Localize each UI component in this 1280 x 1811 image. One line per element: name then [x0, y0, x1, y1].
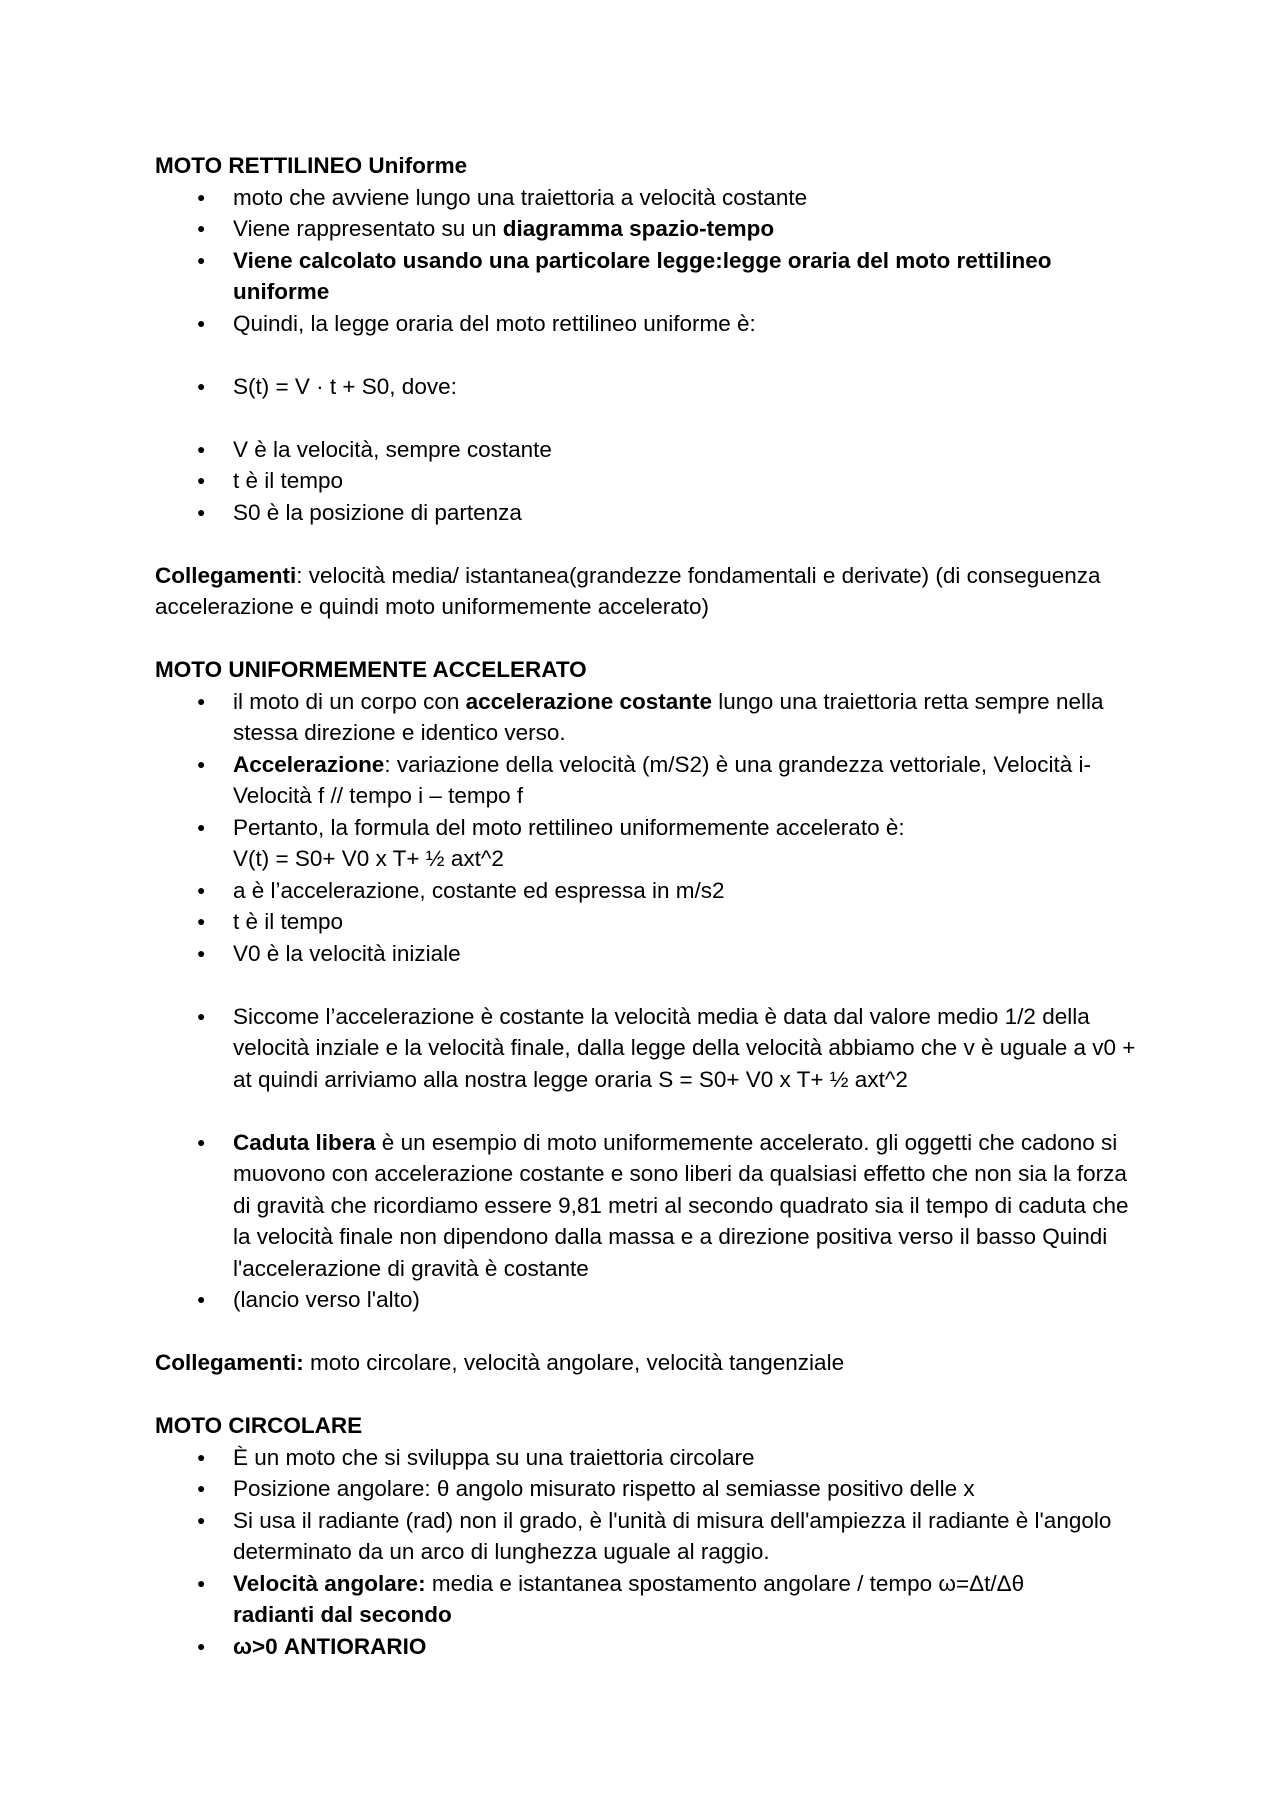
list-item: ● Quindi, la legge oraria del moto rettilineo uniforme è: — [155, 308, 1140, 340]
document-page — [155, 150, 1140, 1662]
list-item: ● moto che avviene lungo una traiettoria a velocità costante — [155, 182, 1140, 214]
section-title-moto-uniformemente-accelerato: MOTO UNIFORMEMENTE ACCELERATO — [155, 657, 587, 682]
list-item: ● Si usa il radiante (rad) non il grado, è l'unità di misura dell'ampiezza il radiante è l'angolo determinato da un arco di lunghezza uguale al raggio. — [155, 1505, 1140, 1568]
list-item: ● t è il tempo — [155, 465, 1140, 497]
list-item: ● Pertanto, la formula del moto rettilineo uniformemente accelerato è: V(t) = S0+ V0 x T+ ½ axt^2 — [155, 812, 1140, 875]
spacer — [155, 528, 1140, 560]
section-title-moto-rettilineo: MOTO RETTILINEO Uniforme — [155, 153, 468, 178]
list-item: ● ω>0 ANTIORARIO — [155, 1631, 1140, 1663]
spacer — [155, 623, 1140, 655]
list-item: ● S(t) = V · t + S0, dove: — [155, 371, 1140, 403]
list-item: ● È un moto che si sviluppa su una traiettoria circolare — [155, 1442, 1140, 1474]
links-paragraph: Collegamenti: velocità media/ istantanea(grandezze fondamentali e derivate) (di conseguenza accelerazione e quindi moto uniformemente accelerato) — [155, 562, 1101, 619]
list-item: ● (lancio verso l'alto) — [155, 1284, 1140, 1316]
list-item: ● Siccome l’accelerazione è costante la velocità media è data dal valore medio 1/2 della velocità inziale e la velocità finale, dalla legge della velocità abbiamo che v è uguale a v0 + at quindi arriviamo alla nostra legge oraria S = S0+ V0 x T+ ½ axt^2 — [155, 1001, 1140, 1096]
bullet-list — [155, 686, 1140, 1316]
list-item: ● Viene calcolato usando una particolare legge:legge oraria del moto rettilineo uniforme — [155, 245, 1140, 308]
list-item: ● Viene rappresentato su un diagramma spazio-tempo — [155, 213, 1140, 245]
section-title-moto-circolare: MOTO CIRCOLARE — [155, 1413, 363, 1438]
bullet-list — [155, 1442, 1140, 1663]
bullet-list — [155, 182, 1140, 529]
list-item: ● V è la velocità, sempre costante — [155, 434, 1140, 466]
list-item: ● Posizione angolare: θ angolo misurato rispetto al semiasse positivo delle x — [155, 1473, 1140, 1505]
list-item: ● t è il tempo — [155, 906, 1140, 938]
links-paragraph: Collegamenti: moto circolare, velocità angolare, velocità tangenziale — [155, 1350, 845, 1375]
spacer — [155, 1316, 1140, 1348]
list-item: ● Velocità angolare: media e istantanea spostamento angolare / tempo ω=Δt/Δθ radianti dal secondo — [155, 1568, 1140, 1631]
list-item: ● il moto di un corpo con accelerazione costante lungo una traiettoria retta sempre nella stessa direzione e identico verso. — [155, 686, 1140, 749]
list-item: ● V0 è la velocità iniziale — [155, 938, 1140, 970]
list-item: ● S0 è la posizione di partenza — [155, 497, 1140, 529]
list-item: ● a è l’accelerazione, costante ed espressa in m/s2 — [155, 875, 1140, 907]
list-item: ● Caduta libera è un esempio di moto uniformemente accelerato. gli oggetti che cadono si muovono con accelerazione costante e sono liberi da qualsiasi effetto che non sia la forza di gravità che ricordiamo essere 9,81 metri al secondo quadrato sia il tempo di caduta che la velocità finale non dipendono dalla massa e a direzione positiva verso il basso Quindi l'accelerazione di gravità è costante — [155, 1127, 1140, 1285]
spacer — [155, 1379, 1140, 1411]
list-item: ● Accelerazione: variazione della velocità (m/S2) è una grandezza vettoriale, Velocità i- Velocità f // tempo i – tempo f — [155, 749, 1140, 812]
